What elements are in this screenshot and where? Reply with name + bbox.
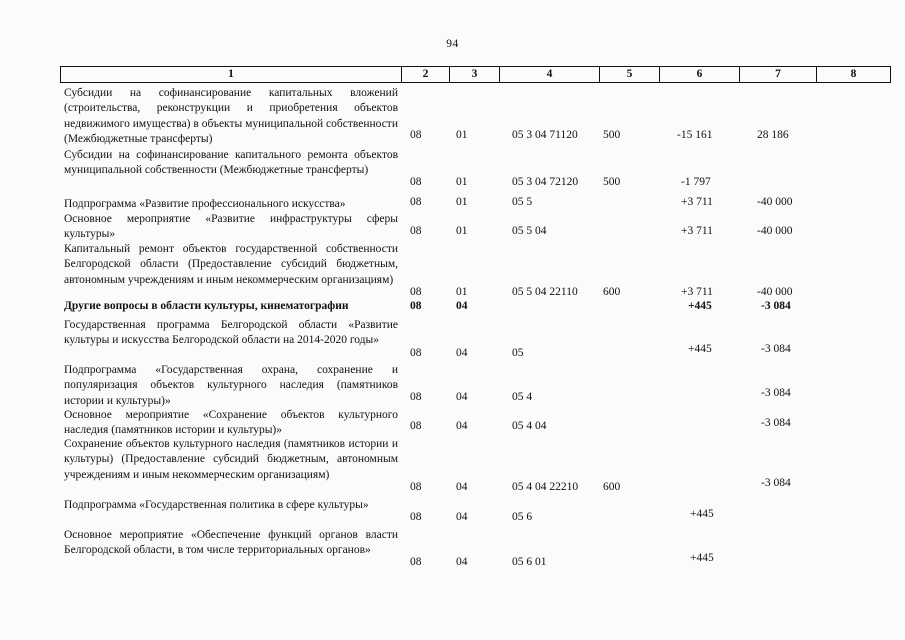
row-razdel: 08 <box>410 481 422 493</box>
row-razdel: 08 <box>410 225 422 237</box>
row-col6: -1 797 <box>681 176 711 188</box>
row-col7: -3 084 <box>761 477 791 489</box>
page-number: 94 <box>446 38 459 50</box>
row-name: Государственная программа Белгородской области «Развитие культуры и искусства Белгородской области на 2014-2020 годы» <box>64 319 398 347</box>
row-razdel: 08 <box>410 176 422 188</box>
row-col7: -3 084 <box>761 387 791 399</box>
row-razdel: 08 <box>410 511 422 523</box>
row-podrazdel: 04 <box>456 511 468 523</box>
row-col7: -3 084 <box>761 300 791 312</box>
row-col6: +3 711 <box>681 225 713 237</box>
row-col6: +3 711 <box>681 286 713 298</box>
row-podrazdel: 01 <box>456 176 468 188</box>
row-razdel: 08 <box>410 300 422 312</box>
row-podrazdel: 04 <box>456 556 468 568</box>
row-podrazdel: 04 <box>456 391 468 403</box>
row-csr: 05 3 04 72120 <box>512 176 579 188</box>
row-col7: -40 000 <box>757 196 793 208</box>
row-podrazdel: 04 <box>456 481 468 493</box>
row-col6: -15 161 <box>677 129 713 141</box>
row-name: Подпрограмма «Государственная охрана, сохранение и популяризация объектов культурного наследия (памятников истории и культуры)» <box>64 364 398 407</box>
row-podrazdel: 04 <box>456 347 468 359</box>
row-name: Подпрограмма «Развитие профессионального искусства» <box>64 198 346 210</box>
row-podrazdel: 04 <box>456 300 468 312</box>
row-col6: +445 <box>690 508 714 520</box>
row-name: Основное мероприятие «Сохранение объектов культурного наследия (памятников истории и культуры)» <box>64 409 398 437</box>
row-col7: 28 186 <box>757 129 789 141</box>
row-name: Подпрограмма «Государственная политика в сфере культуры» <box>64 499 369 511</box>
row-name: Основное мероприятие «Развитие инфраструктуры сферы культуры» <box>64 213 398 241</box>
row-razdel: 08 <box>410 420 422 432</box>
row-vr: 600 <box>603 481 621 493</box>
row-col6: +445 <box>688 343 712 355</box>
row-vr: 500 <box>603 129 621 141</box>
row-razdel: 08 <box>410 196 422 208</box>
row-csr: 05 5 04 22110 <box>512 286 578 298</box>
header-col-7: 7 <box>739 67 816 82</box>
row-razdel: 08 <box>410 391 422 403</box>
row-csr: 05 4 04 <box>512 420 547 432</box>
header-col-8: 8 <box>816 67 890 82</box>
row-csr: 05 5 <box>512 196 533 208</box>
header-col-6: 6 <box>659 67 739 82</box>
header-col-3: 3 <box>449 67 499 82</box>
row-name: Другие вопросы в области культуры, кинематографии <box>64 300 349 312</box>
header-col-4: 4 <box>499 67 599 82</box>
row-name: Капитальный ремонт объектов государственной собственности Белгородской области (Предоставление субсидий бюджетным, автономным учреждениям и иным некоммерческим организациям) <box>64 243 398 286</box>
row-col7: -3 084 <box>761 417 791 429</box>
row-csr: 05 6 <box>512 511 533 523</box>
row-col7: -3 084 <box>761 343 791 355</box>
row-csr: 05 5 04 <box>512 225 547 237</box>
header-col-5: 5 <box>599 67 659 82</box>
row-name: Сохранение объектов культурного наследия (памятников истории и культуры) (Предоставление субсидий бюджетным, автономным учреждениям и иным некоммерческим организациям) <box>64 438 398 481</box>
row-razdel: 08 <box>410 286 422 298</box>
row-csr: 05 <box>512 347 524 359</box>
row-podrazdel: 04 <box>456 420 468 432</box>
row-razdel: 08 <box>410 556 422 568</box>
row-col7: -40 000 <box>757 286 793 298</box>
row-razdel: 08 <box>410 129 422 141</box>
row-col6: +445 <box>688 300 712 312</box>
row-razdel: 08 <box>410 347 422 359</box>
row-name: Основное мероприятие «Обеспечение функций органов власти Белгородской области, в том числе территориальных органов» <box>64 529 398 557</box>
header-col-1: 1 <box>228 68 234 80</box>
header-col-2: 2 <box>401 67 449 82</box>
row-vr: 600 <box>603 286 621 298</box>
row-name: Субсидии на софинансирование капитального ремонта объектов муниципальной собственности (Межбюджетные трансферты) <box>64 149 398 177</box>
row-csr: 05 4 <box>512 391 533 403</box>
row-col7: -40 000 <box>757 225 793 237</box>
row-csr: 05 3 04 71120 <box>512 129 578 141</box>
row-podrazdel: 01 <box>456 225 468 237</box>
row-podrazdel: 01 <box>456 196 468 208</box>
row-csr: 05 6 01 <box>512 556 547 568</box>
row-name: Субсидии на софинансирование капитальных вложений (строительства, реконструкции и приобретения объектов недвижимого имущества) в объекты муниципальной собственности (Межбюджетные трансферты) <box>64 87 398 145</box>
row-podrazdel: 01 <box>456 129 468 141</box>
row-podrazdel: 01 <box>456 286 468 298</box>
row-vr: 500 <box>603 176 621 188</box>
row-col6: +445 <box>690 552 714 564</box>
row-csr: 05 4 04 22210 <box>512 481 579 493</box>
row-col6: +3 711 <box>681 196 713 208</box>
